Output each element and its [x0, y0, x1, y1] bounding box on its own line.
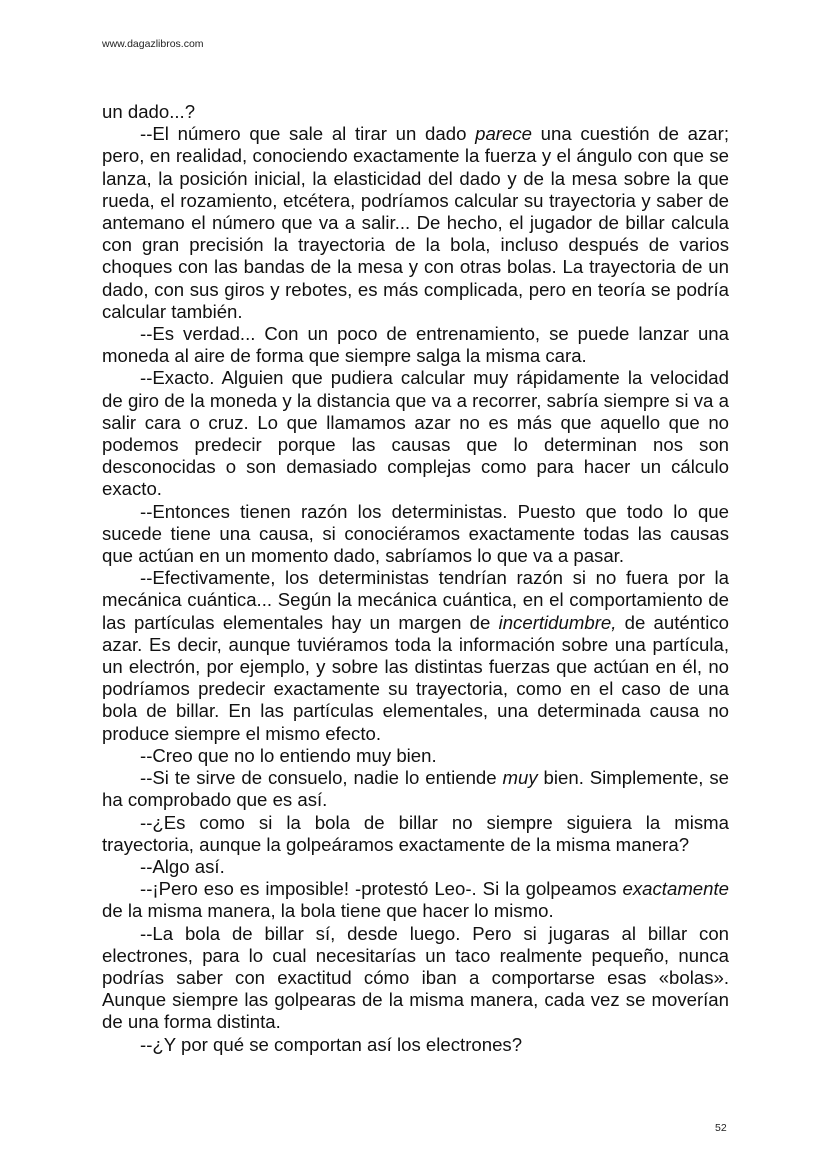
text-run: --Exacto. Alguien que pudiera calcular muy rápidamente la velocidad de giro de la moneda y la distancia que va a recorrer, sabría siempre si va a salir cara o cruz. Lo que llamamos azar no es más que aquello que no podemos predecir porque las causas que lo determinan nos son desconocidas o son demasiado complejas como para hacer un cálculo exacto.	[102, 367, 729, 500]
text-run: una cuestión de azar; pero, en realidad, conociendo exactamente la fuerza y el ángulo con que se lanza, la posición inicial, la elasticidad del dado y de la mesa sobre la que rueda, el rozamiento, etcétera, podríamos calcular su trayectoria y saber de antemano el número que va a salir... De hecho, el jugador de billar calcula con gran precisión la trayectoria de la bola, incluso después de varios choques con las bandas de la mesa y con otras bolas. La trayectoria de un dado, con sus giros y rebotes, es más complicada, pero en teoría se podría calcular también.	[102, 123, 729, 322]
text-run: de auténtico azar. Es decir, aunque tuviéramos toda la información sobre una partícula, un electrón, por ejemplo, y sobre las distintas fuerzas que actúan en él, no podríamos predecir exactamente su trayectoria, como en el caso de una bola de billar. En las partículas elementales, una determinada causa no produce siempre el mismo efecto.	[102, 611, 729, 744]
paragraph	[102, 567, 729, 745]
paragraph	[102, 923, 729, 1034]
text-run: bien. Simplemente, se ha comprobado que es así.	[102, 767, 729, 811]
header-url: www.dagazlibros.com	[102, 38, 204, 50]
paragraph	[102, 812, 729, 856]
paragraph	[102, 745, 729, 767]
text-run: --Es verdad... Con un poco de entrenamiento, se puede lanzar una moneda al aire de forma que siempre salga la misma cara.	[102, 323, 729, 367]
text-run: --Creo que no lo entiendo muy bien.	[140, 744, 437, 766]
text-run: --Efectivamente, los deterministas tendrían razón si no fuera por la mecánica cuántica... Según la mecánica cuántica, en el comportamiento de las partículas elementales hay un margen de	[102, 567, 729, 633]
text-run: --¡Pero eso es imposible! -protestó Leo-. Si la golpeamos	[140, 878, 623, 900]
text-run: --El número que sale al tirar un dado	[140, 123, 476, 145]
paragraph	[102, 123, 729, 323]
text-run: --¿Es como si la bola de billar no siempre siguiera la misma trayectoria, aunque la golpeáramos exactamente de la misma manera?	[102, 811, 729, 855]
text-run: --Algo así.	[140, 855, 225, 877]
paragraph	[102, 1034, 729, 1056]
paragraph	[102, 501, 729, 568]
italic-text: exactamente	[622, 878, 729, 900]
paragraph-continuation	[102, 101, 729, 123]
paragraph	[102, 767, 729, 811]
page-number: 52	[715, 1122, 727, 1134]
text-run: --Entonces tienen razón los deterministas. Puesto que todo lo que sucede tiene una causa, si conociéramos exactamente todas las causas que actúan en un momento dado, sabríamos lo que va a pasar.	[102, 500, 729, 567]
text-run: de la misma manera, la bola tiene que hacer lo mismo.	[102, 900, 554, 922]
italic-text: incertidumbre,	[498, 611, 617, 633]
text-run: un dado...?	[102, 101, 196, 122]
body-text	[102, 101, 729, 1056]
italic-text: muy	[502, 767, 538, 789]
italic-text: parece	[475, 123, 532, 145]
text-run: --Si te sirve de consuelo, nadie lo entiende	[140, 767, 503, 789]
paragraph	[102, 367, 729, 500]
text-run: --¿Y por qué se comportan así los electrones?	[140, 1033, 523, 1055]
paragraph	[102, 878, 729, 922]
paragraph	[102, 323, 729, 367]
text-run: --La bola de billar sí, desde luego. Pero si jugaras al billar con electrones, para lo cual necesitarías un taco realmente pequeño, nunca podrías saber con exactitud cómo iban a comportarse esas «bolas». Aunque siempre las golpearas de la misma manera, cada vez se moverían de una forma distinta.	[102, 922, 729, 1033]
paragraph	[102, 856, 729, 878]
